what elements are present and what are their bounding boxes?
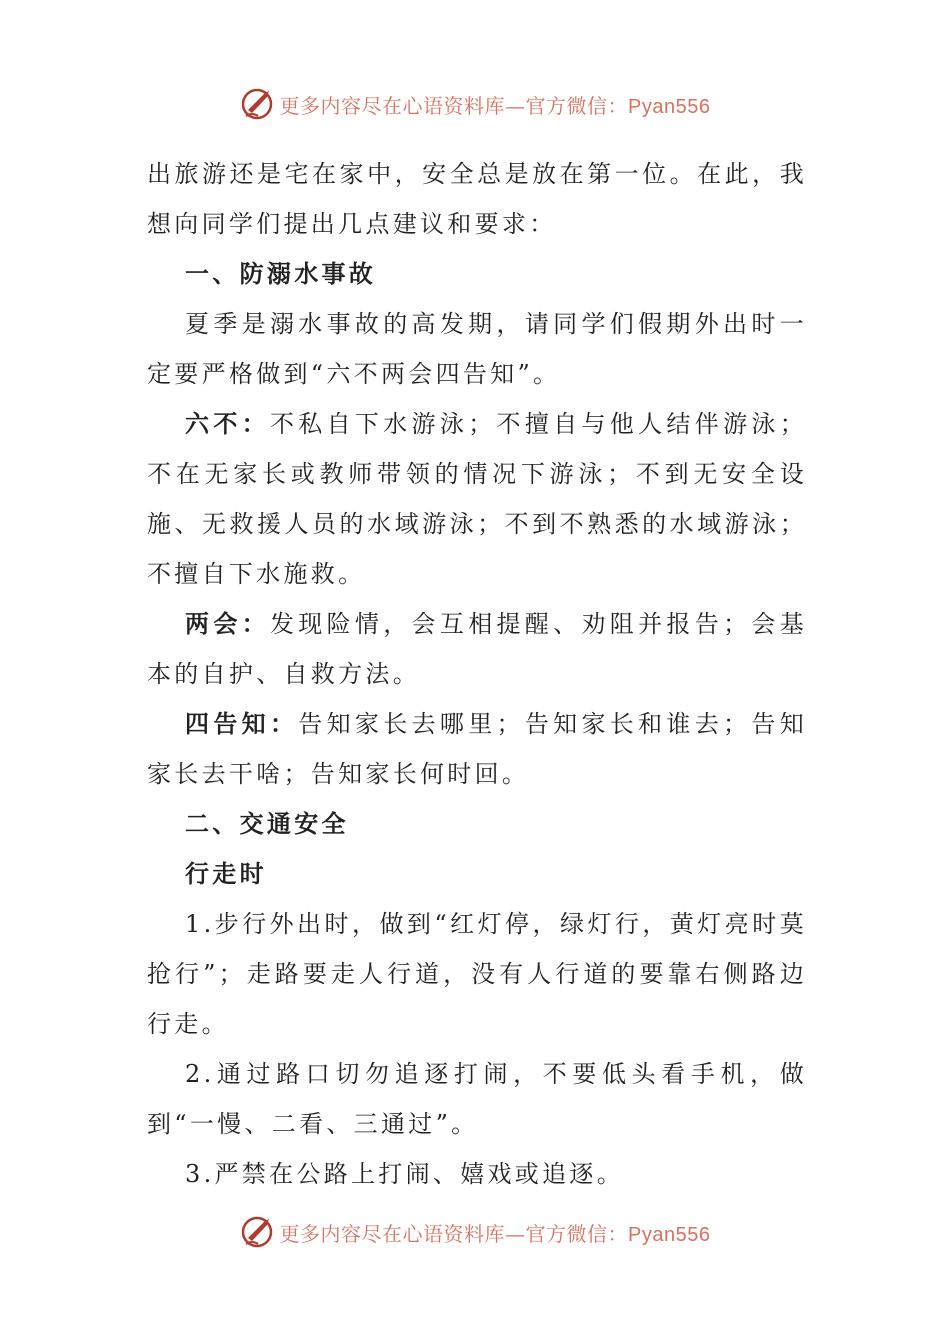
document-body xyxy=(147,149,807,1199)
paragraph-intro: 出旅游还是宅在家中，安全总是放在第一位。在此，我想向同学们提出几点建议和要求： xyxy=(147,160,807,238)
section-heading-drowning: 一、防溺水事故 xyxy=(185,259,377,288)
list-item: 3.严禁在公路上打闹、嬉戏或追逐。 xyxy=(185,1160,624,1188)
paragraph-six-nots: 六不：不私自下水游泳；不擅自与他人结伴游泳；不在无家长或教师带领的情况下游泳；不到无安全设施、无救援人员的水域游泳；不到不熟悉的水域游泳；不擅自下水施救。 xyxy=(147,409,808,588)
paragraph-summer: 夏季是溺水事故的高发期，请同学们假期外出时一定要严格做到“六不两会四告知”。 xyxy=(147,310,807,388)
pen-logo-icon xyxy=(240,1214,276,1250)
label-six-nots: 六不： xyxy=(185,409,270,438)
label-four-notices: 四告知： xyxy=(185,709,299,738)
paragraph-two-skills: 两会：发现险情，会互相提醒、劝阻并报告；会基本的自护、自救方法。 xyxy=(147,609,808,688)
subheading-walking: 行走时 xyxy=(185,859,267,888)
pen-logo-icon xyxy=(240,86,276,122)
paragraph-four-notices: 四告知：告知家长去哪里；告知家长和谁去；告知家长去干啥；告知家长何时回。 xyxy=(147,709,807,788)
footer-watermark-banner xyxy=(0,1212,950,1252)
banner-text: 更多内容尽在心语资料库—官方微信：Pyan556 xyxy=(279,93,711,118)
list-item: 2.通过路口切勿追逐打闹，不要低头看手机，做到“一慢、二看、三通过”。 xyxy=(147,1060,807,1138)
label-two-skills: 两会： xyxy=(185,609,270,638)
banner-text: 更多内容尽在心语资料库—官方微信：Pyan556 xyxy=(279,1221,711,1246)
header-watermark-banner xyxy=(0,84,950,124)
section-heading-traffic: 二、交通安全 xyxy=(185,809,349,838)
list-item: 1.步行外出时，做到“红灯停，绿灯行，黄灯亮时莫抢行”；走路要走人行道，没有人行道的要靠右侧路边行走。 xyxy=(147,910,807,1038)
